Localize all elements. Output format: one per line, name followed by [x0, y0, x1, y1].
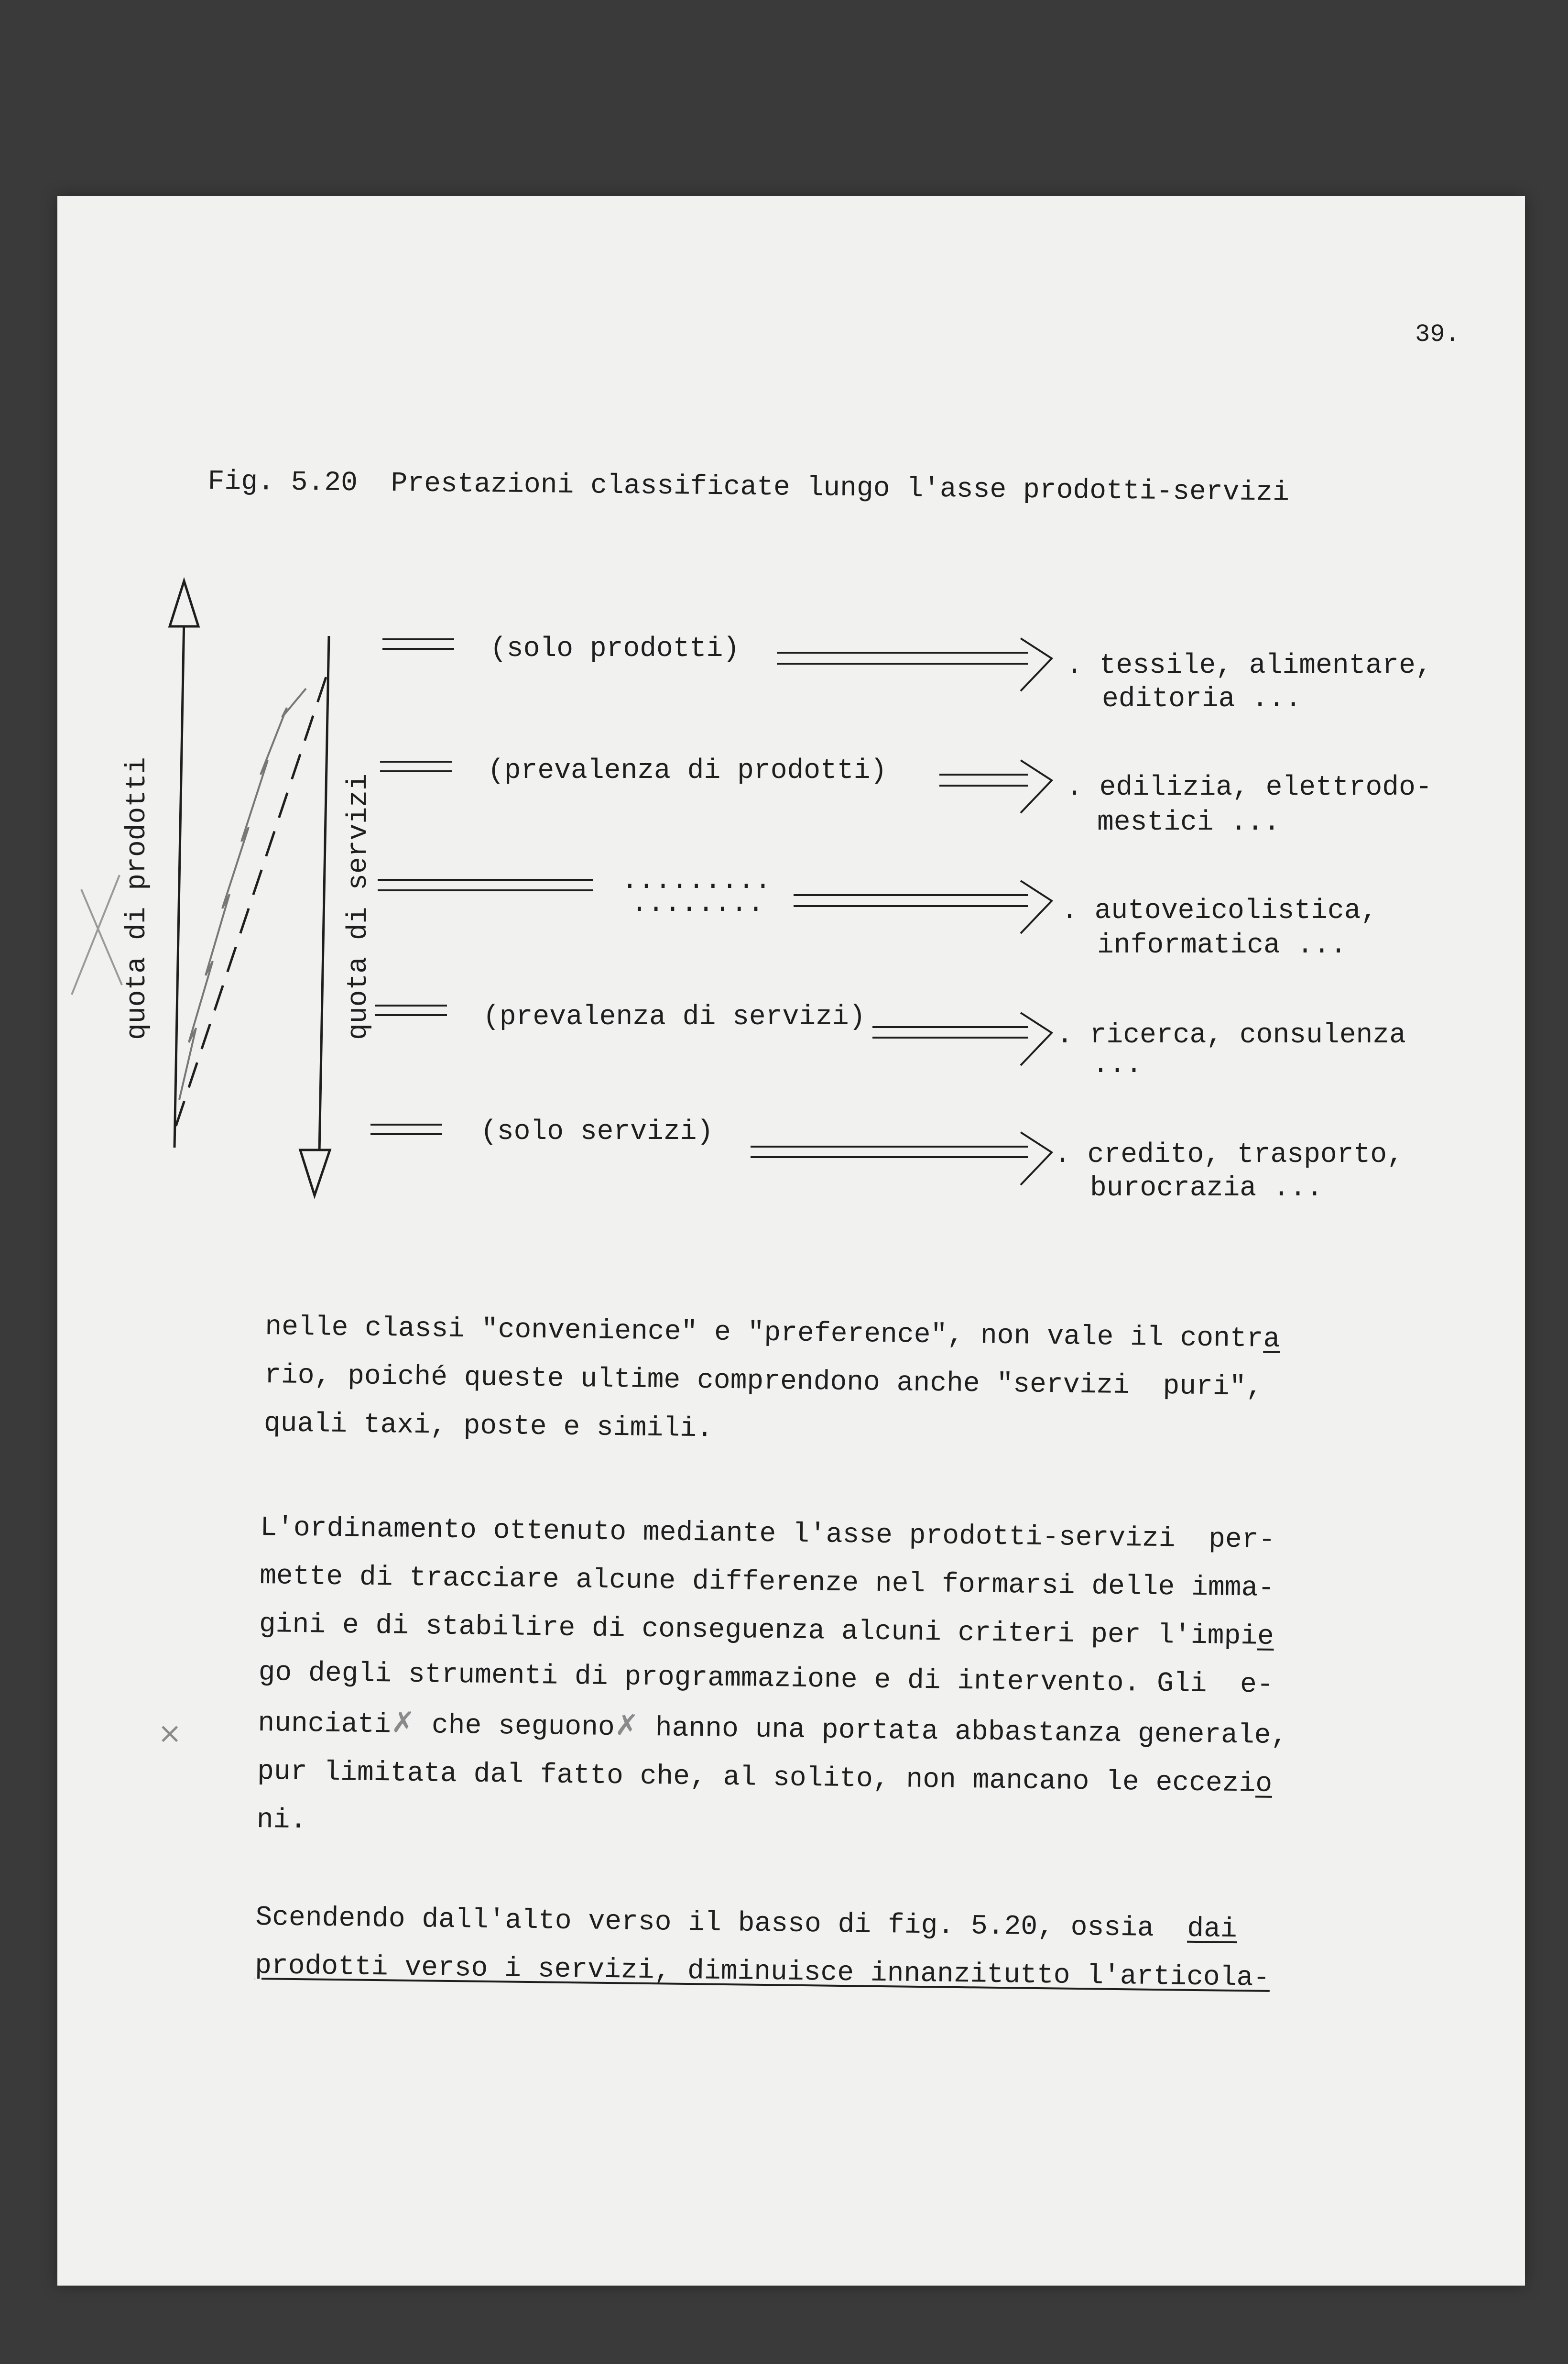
margin-x-mark: × — [158, 1717, 182, 1750]
row-category: (solo prodotti) — [490, 634, 740, 665]
right-axis-line — [319, 636, 329, 1152]
pencil-x-mark — [72, 875, 122, 995]
row-examples: . ricerca, consulenza — [1056, 1020, 1406, 1051]
row-category: (prevalenza di prodotti) — [488, 755, 887, 787]
row-category: ........ — [631, 888, 764, 919]
diagonal-dashed-line — [176, 674, 327, 1126]
figure-caption: Fig. 5.20 Prestazioni classificate lungo l'asse prodotti-servizi — [207, 466, 1290, 509]
row-examples: . tessile, alimentare, — [1066, 650, 1432, 681]
row-examples: burocrazia ... — [1090, 1173, 1323, 1204]
right-axis-arrowhead — [300, 1150, 330, 1195]
insertion-mark: ✗ — [614, 1708, 639, 1742]
paragraph-3: Scendendo dall'alto verso il basso di fig. 5.20, ossia dai prodotti verso i servizi, diminuisce innanzitutto l'articola- — [254, 1902, 1270, 1994]
insertion-mark: ✗ — [391, 1706, 415, 1740]
row-examples: ... — [1092, 1050, 1143, 1081]
axis-label-left: quota di prodotti — [122, 757, 153, 1040]
row-examples: . edilizia, elettrodo- — [1066, 772, 1432, 803]
row-examples: . autoveicolistica, — [1061, 896, 1378, 927]
row-examples: mestici ... — [1097, 807, 1280, 838]
pencil-zigzag-mark — [179, 689, 306, 1100]
row-examples: . credito, trasporto, — [1054, 1139, 1404, 1171]
left-axis-line — [174, 617, 184, 1148]
row-category: (solo servizi) — [480, 1116, 714, 1148]
axis-label-right: quota di servizi — [343, 774, 374, 1040]
left-axis-arrowhead — [170, 581, 198, 626]
row-examples: informatica ... — [1097, 930, 1347, 961]
paragraph-2: L'ordinamento ottenuto mediante l'asse prodotti-servizi per- mette di tracciare alcune differenze nel formarsi delle imma- gini e di stabilire di conseguenza alcuni criteri per l'impie go degli strumenti di programmazione e di intervento. Gli e- nunciati✗ che seguono✗ hanno una portata abbastanza generale, pur limitata dal fatto che, al solito, non mancano le eccezio ni. — [256, 1512, 1288, 1837]
row-examples: editoria ... — [1102, 684, 1302, 715]
row-category: (prevalenza di servizi) — [483, 1002, 866, 1033]
page-number: 39. — [1415, 320, 1460, 349]
paragraph-1: nelle classi "convenience" e "preference", non vale il contra rio, poiché queste ultime comprendono anche "servizi puri", quali taxi, poste e simili. — [263, 1311, 1280, 1445]
row-category: ......... — [621, 865, 772, 897]
